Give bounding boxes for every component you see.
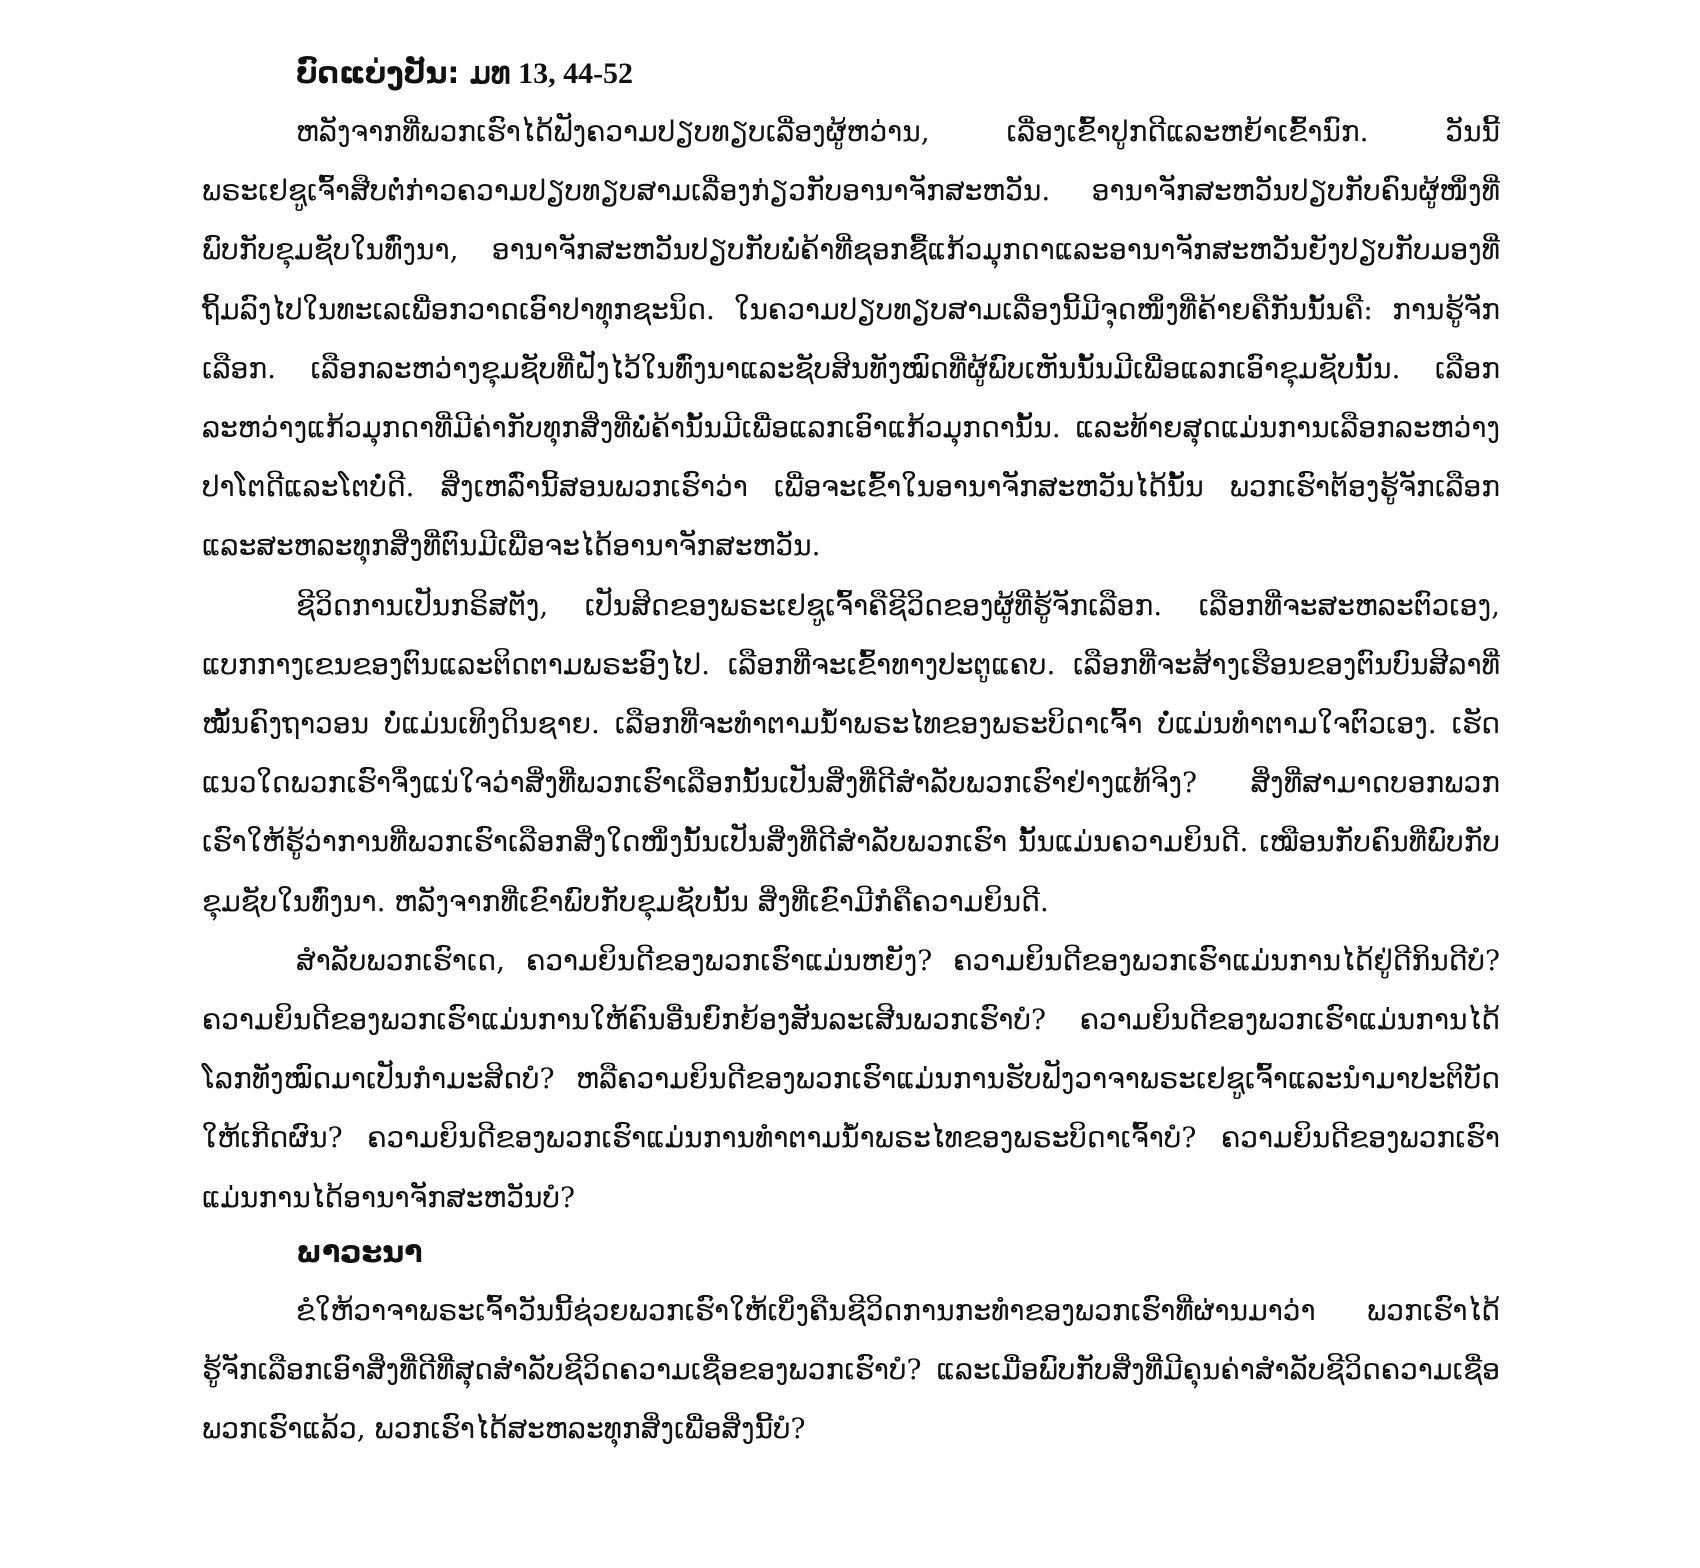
prayer-heading: ພາວະນາ xyxy=(296,1234,423,1270)
paragraph-1: ຫລັງຈາກທີ່ພວກເຮົາໄດ້ຟັງຄວາມປຽບທຽບເລື່ອງຜູ້ຫວ່ານ, ເລື່ອງເຂົ້າປູກດີແລະຫຍ້າເຂົ້ານົກ. ວັນນີ້ພຣະເຢຊູເຈົ້າສືບຕໍ່ກ່າວຄວາມປຽບທຽບສາມເລື່ອງກ່ຽວກັບອານາຈັກສະຫວັນ. ອານາຈັກສະຫວັນປຽບກັບຄົນຜູ້ໜຶ່ງທີ່ພົບກັບຂຸມຊັບໃນທົ່ງນາ, ອານາຈັກສະຫວັນປຽບກັບພໍ່ຄ້າທີ່ຊອກຊື້ແກ້ວມຸກດາແລະອານາຈັກສະຫວັນຍັງປຽບກັບມອງທີ່ຖິ້ມລົງໄປໃນທະເລເພື່ອກວາດເອົາປາທຸກຊະນິດ. ໃນຄວາມປຽບທຽບສາມເລື່ອງນີ້ມີຈຸດໜຶ່ງທີ່ຄ້າຍຄືກັນນັ້ນຄື: ການຮູ້ຈັກເລືອກ. ເລືອກລະຫວ່າງຂຸມຊັບທີ່ຝັງໄວ້ໃນທົ່ງນາແລະຊັບສິນທັງໝົດທີ່ຜູ້ພົບເຫັນນັ້ນມີເພື່ອແລກເອົາຂຸມຊັບນັ້ນ. ເລືອກລະຫວ່າງແກ້ວມຸກດາທີ່ມີຄ່າກັບທຸກສິ່ງທີ່ພໍ່ຄ້ານັ້ນມີເພື່ອແລກເອົາແກ້ວມຸກດານັ້ນ. ແລະທ້າຍສຸດແມ່ນການເລືອກລະຫວ່າງປາໂຕດີແລະໂຕບໍ່ດີ. ສິ່ງເຫລົ່ານີ້ສອນພວກເຮົາວ່າ ເພື່ອຈະເຂົ້າໃນອານາຈັກສະຫວັນໄດ້ນັ້ນ ພວກເຮົາຕ້ອງຮູ້ຈັກເລືອກແລະສະຫລະທຸກສິ່ງທີ່ຕົນມີເພື່ອຈະໄດ້ອານາຈັກສະຫວັນ. xyxy=(202,115,1500,563)
text-column xyxy=(202,52,1500,1458)
scripture-reference: ມທ 13, 44-52 xyxy=(469,57,634,90)
prayer-paragraph: ຂໍໃຫ້ວາຈາພຣະເຈົ້າວັນນີ້ຊ່ວຍພວກເຮົາໃຫ້ເບິ່ງຄືນຊີວິດການກະທຳຂອງພວກເຮົາທີ່ຜ່ານມາວ່າ ພວກເຮົາໄດ້ຮູ້ຈັກເລືອກເອົາສິ່ງທີ່ດີທີ່ສຸດສຳລັບຊີວິດຄວາມເຊື່ອຂອງພວກເຮົາບໍ? ແລະເມື່ອພົບກັບສິ່ງທີ່ມີຄຸນຄ່າສຳລັບຊີວິດຄວາມເຊື່ອພວກເຮົາແລ້ວ, ພວກເຮົາໄດ້ສະຫລະທຸກສິ່ງເພື່ອສິ່ງນີ້ບໍ? xyxy=(202,1293,1500,1446)
heading-title: ບົດແບ່ງປັນ: xyxy=(296,56,460,91)
section-heading xyxy=(296,52,1500,96)
paragraph-2: ຊີວິດການເປັນກຣິສຕັງ, ເປັນສິດຂອງພຣະເຢຊູເຈົ້າຄືຊີວິດຂອງຜູ້ທີ່ຮູ້ຈັກເລືອກ. ເລືອກທີ່ຈະສະຫລະຕົວເອງ, ແບກກາງເຂນຂອງຕົນແລະຕິດຕາມພຣະອົງໄປ. ເລືອກທີ່ຈະເຂົ້າທາງປະຕູແຄບ. ເລືອກທີ່ຈະສ້າງເຮືອນຂອງຕົນບົນສີລາທີ່ໝັ້ນຄົງຖາວອນ ບໍ່ແມ່ນເທິງດິນຊາຍ. ເລືອກທີ່ຈະທຳຕາມນ້ຳພຣະໄທຂອງພຣະບິດາເຈົ້າ ບໍ່ແມ່ນທຳຕາມໃຈຕົວເອງ. ເຮັດແນວໃດພວກເຮົາຈຶ່ງແນ່ໃຈວ່າສິ່ງທີ່ພວກເຮົາເລືອກນັ້ນເປັນສິ່ງທີ່ດີສຳລັບພວກເຮົາຢ່າງແທ້ຈິງ? ສິ່ງທີ່ສາມາດບອກພວກເຮົາໃຫ້ຮູ້ວ່າການທີ່ພວກເຮົາເລືອກສິ່ງໃດໜຶ່ງນັ້ນເປັນສິ່ງທີ່ດີສຳລັບພວກເຮົາ ນັ້ນແມ່ນຄວາມຍິນດີ. ເໝືອນກັບຄົນທີ່ພົບກັບຂຸມຊັບໃນທົ່ງນາ. ຫລັງຈາກທີ່ເຂົາພົບກັບຂຸມຊັບນັ້ນ ສິ່ງທີ່ເຂົາມີກໍຄືຄວາມຍິນດີ. xyxy=(202,588,1500,918)
paragraph-3: ສຳລັບພວກເຮົາເດ, ຄວາມຍິນດີຂອງພວກເຮົາແມ່ນຫຍັງ? ຄວາມຍິນດີຂອງພວກເຮົາແມ່ນການໄດ້ຢູ່ດີກິນດີບໍ? ຄວາມຍິນດີຂອງພວກເຮົາແມ່ນການໃຫ້ຄົນອື່ນຍົກຍ້ອງສັນລະເສີນພວກເຮົາບໍ? ຄວາມຍິນດີຂອງພວກເຮົາແມ່ນການໄດ້ໂລກທັງໝົດມາເປັນກຳມະສິດບໍ? ຫລືຄວາມຍິນດີຂອງພວກເຮົາແມ່ນການຮັບຟັງວາຈາພຣະເຢຊູເຈົ້າແລະນຳມາປະຕິບັດໃຫ້ເກີດຜົນ? ຄວາມຍິນດີຂອງພວກເຮົາແມ່ນການທຳຕາມນ້ຳພຣະໄທຂອງພຣະບິດາເຈົ້າບໍ? ຄວາມຍິນດີຂອງພວກເຮົາແມ່ນການໄດ້ອານາຈັກສະຫວັນບໍ? xyxy=(202,943,1500,1214)
